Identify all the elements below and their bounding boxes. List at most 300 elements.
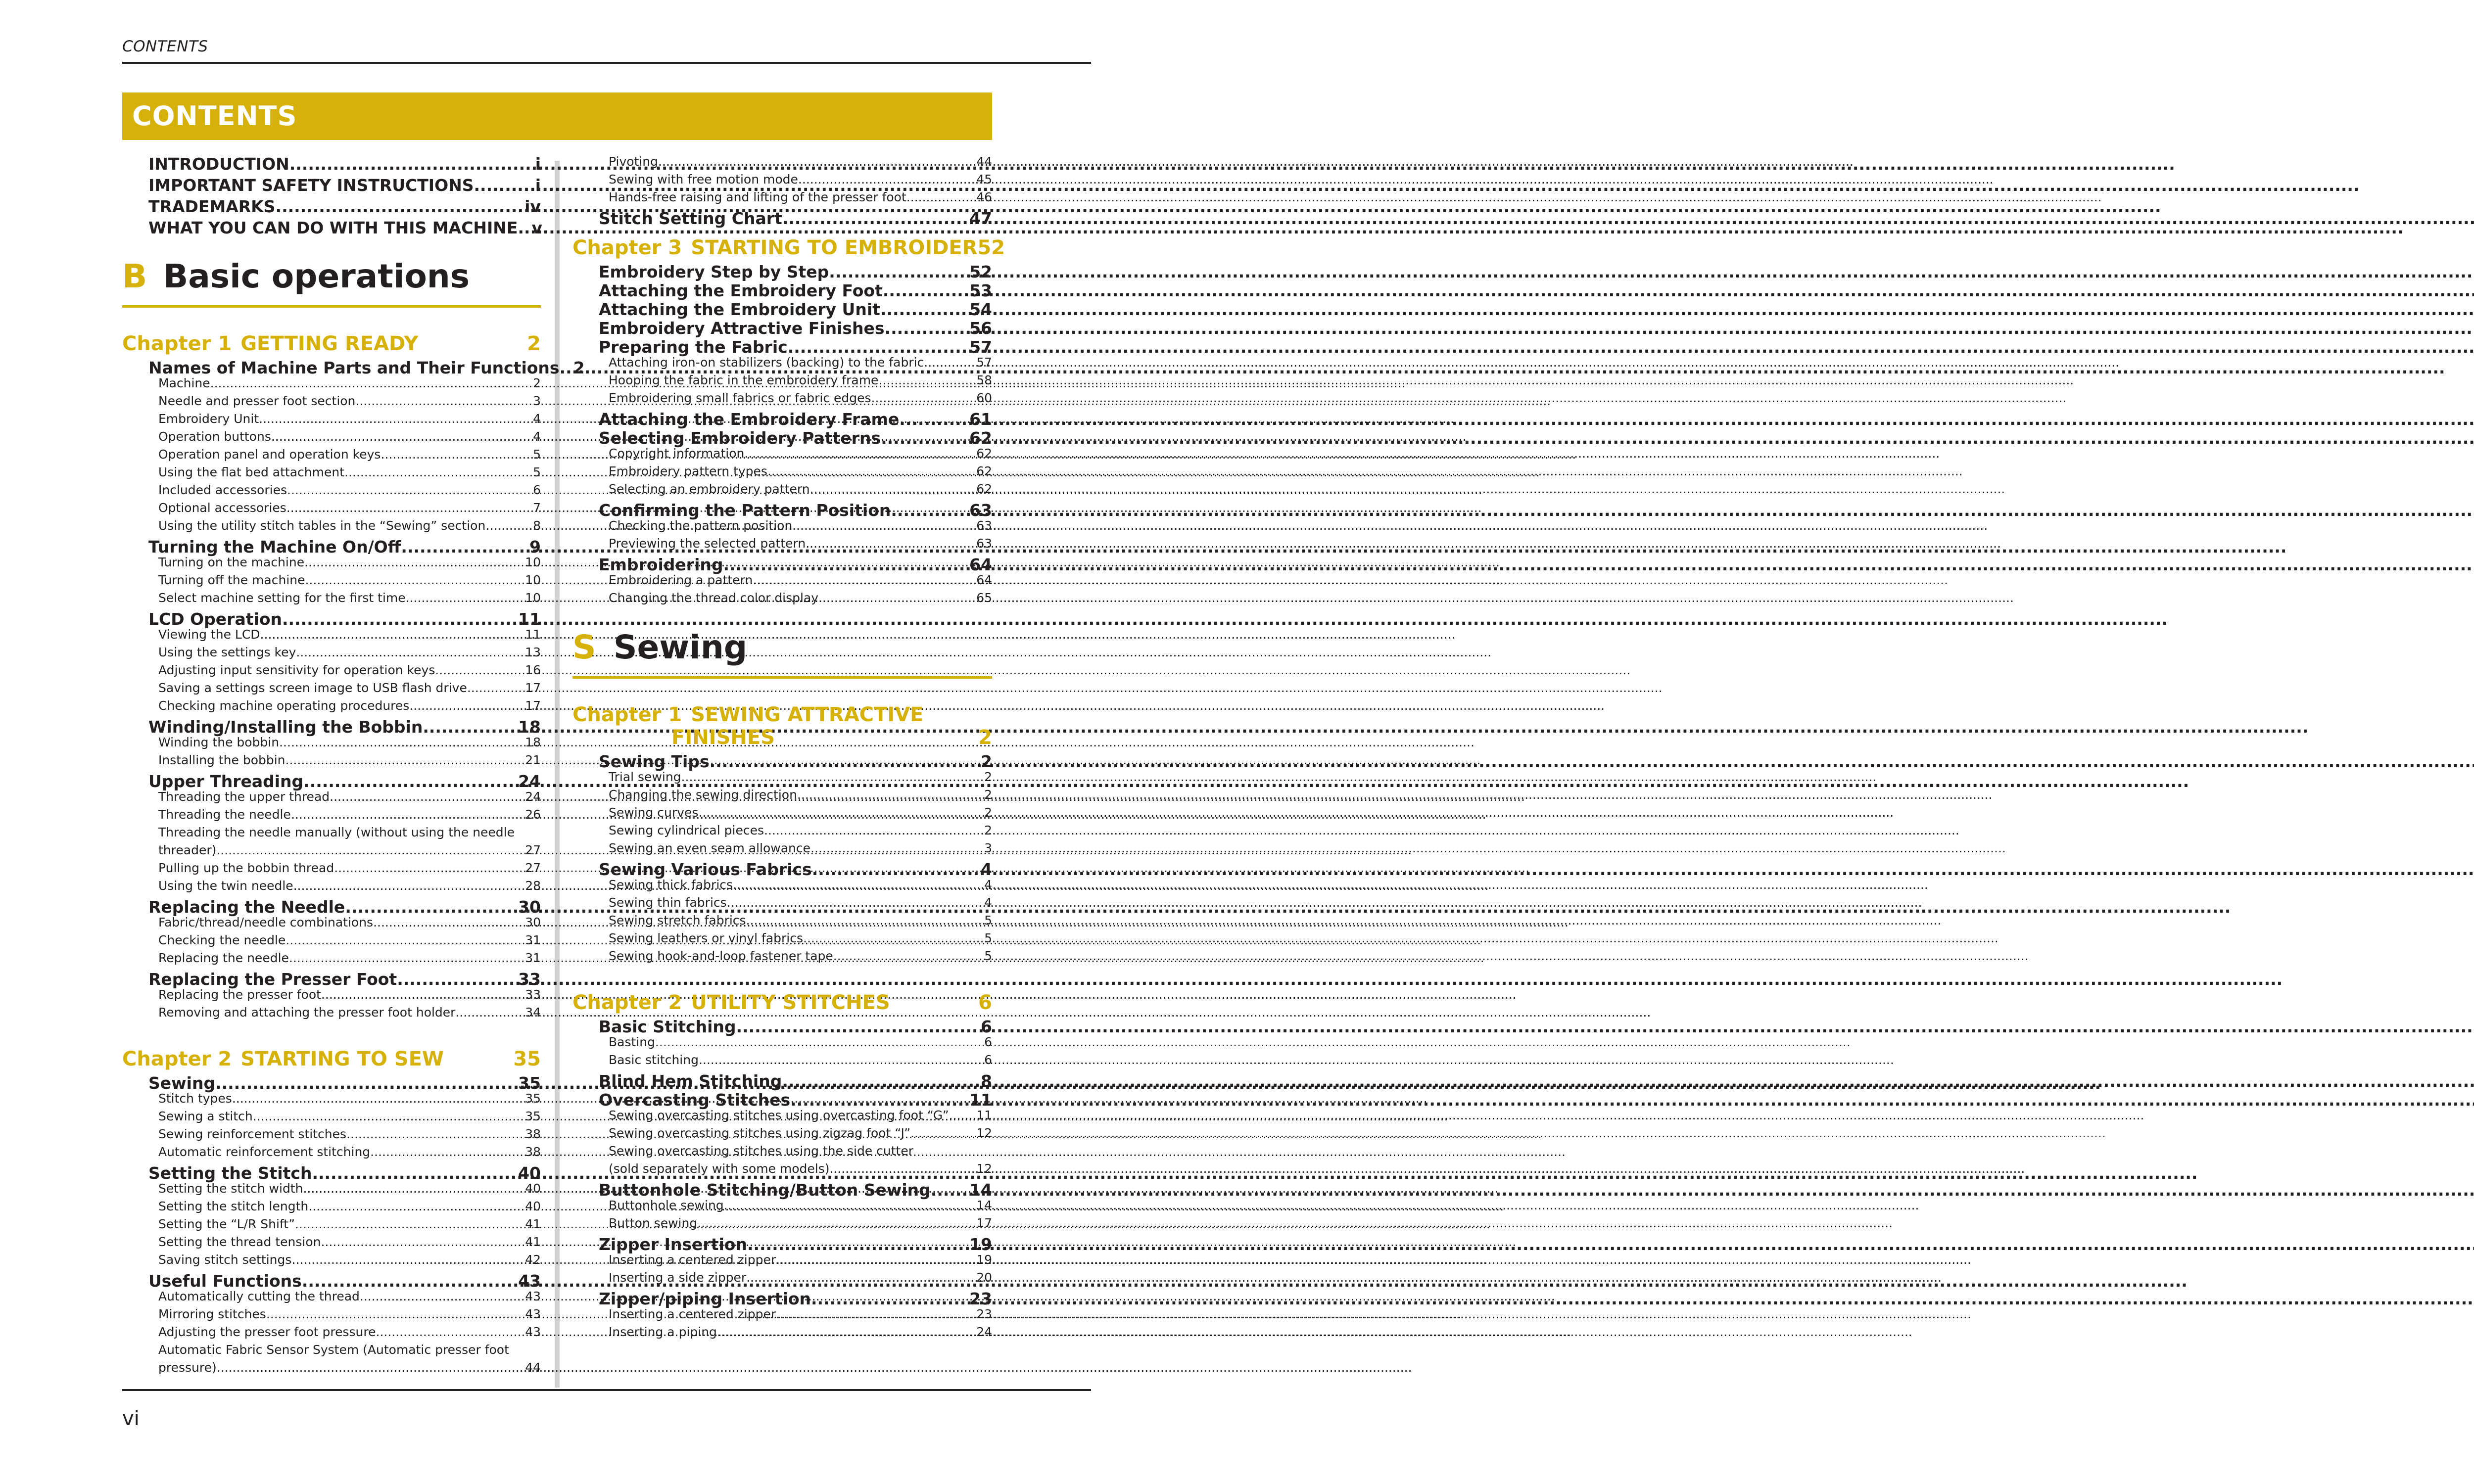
- toc-subentry[interactable]: [122, 465, 541, 483]
- toc-section-page: 40: [518, 1163, 541, 1183]
- toc-subentry[interactable]: [572, 1108, 992, 1126]
- dot-leader: [906, 190, 972, 204]
- toc-subentry-page: 38: [525, 1127, 541, 1141]
- dot-leader: [321, 987, 521, 1002]
- toc-subentry[interactable]: [572, 573, 992, 591]
- toc-section-title: Attaching the Embroidery Unit: [599, 300, 880, 319]
- dot-leader: [518, 218, 527, 237]
- toc-section[interactable]: [572, 555, 992, 573]
- toc-subentry[interactable]: [572, 391, 992, 409]
- toc-section-page: 19: [969, 1235, 992, 1254]
- toc-subentry[interactable]: [572, 355, 992, 373]
- toc-subentry[interactable]: [572, 1216, 992, 1234]
- toc-subentry-page: 4: [533, 412, 541, 426]
- toc-subentry[interactable]: [572, 878, 992, 895]
- toc-subentry-title: Sewing thin fabrics: [609, 895, 727, 910]
- toc-subentry[interactable]: [122, 518, 541, 536]
- chapter-heading[interactable]: [572, 991, 992, 1014]
- toc-subentry-page: 6: [533, 483, 541, 497]
- toc-subentry[interactable]: [122, 1360, 541, 1378]
- toc-subentry[interactable]: [122, 627, 541, 645]
- toc-subentry-title: Threading the needle: [158, 807, 291, 822]
- toc-subentry[interactable]: [122, 483, 541, 501]
- toc-subentry[interactable]: [572, 1252, 992, 1270]
- toc-section[interactable]: [572, 262, 992, 280]
- toc-section-page: 57: [969, 337, 992, 357]
- toc-subentry-title: Sewing hook-and-loop fastener tape: [609, 949, 833, 963]
- toc-section-title: Replacing the Needle: [148, 897, 345, 917]
- dot-leader: [655, 1035, 980, 1049]
- toc-subentry-title: Replacing the needle: [158, 951, 289, 965]
- dot-leader: [776, 1252, 972, 1267]
- toc-section-page: 61: [969, 410, 992, 429]
- toc-subentry[interactable]: [122, 915, 541, 933]
- toc-section[interactable]: [572, 501, 992, 518]
- toc-section-page: 9: [529, 537, 541, 556]
- toc-subentry-title: Sewing with free motion mode: [609, 172, 798, 186]
- toc-subentry-title: Sewing overcasting stitches using zigzag foot “J”: [609, 1126, 911, 1140]
- toc-subentry-page: 65: [976, 591, 992, 605]
- toc-subentry[interactable]: [122, 1109, 541, 1127]
- toc-subentry[interactable]: [122, 753, 541, 771]
- toc-subentry-title: Winding the bobbin: [158, 735, 280, 749]
- toc-subentry-page: 63: [976, 536, 992, 551]
- toc-section-page: 2: [981, 752, 992, 771]
- toc-section[interactable]: [572, 281, 992, 299]
- dot-leader: [296, 645, 521, 659]
- toc-section[interactable]: [572, 1017, 992, 1035]
- toc-subentry[interactable]: [122, 555, 541, 573]
- toc-subentry[interactable]: [122, 1235, 541, 1252]
- toc-section-title: Zipper/piping Insertion: [599, 1289, 811, 1308]
- toc-subentry[interactable]: [122, 698, 541, 716]
- dot-leader: [883, 281, 965, 300]
- dot-leader: [266, 1307, 521, 1321]
- toc-subentry-title: Turning on the machine: [158, 555, 305, 569]
- toc-subentry[interactable]: [122, 394, 541, 412]
- dot-leader: [924, 355, 972, 370]
- dot-leader: [830, 1161, 973, 1176]
- toc-section[interactable]: [122, 537, 541, 555]
- toc-subentry[interactable]: [572, 841, 992, 859]
- toc-subentry-page: 27: [525, 843, 541, 857]
- chapter-heading[interactable]: [122, 332, 541, 355]
- contents-banner: [122, 93, 992, 140]
- dot-leader: [330, 789, 521, 804]
- toc-subentry[interactable]: [572, 482, 992, 500]
- dot-leader: [321, 1235, 521, 1249]
- dot-leader: [302, 1271, 514, 1291]
- toc-subentry[interactable]: [122, 501, 541, 518]
- dot-leader: [423, 717, 514, 737]
- toc-subentry[interactable]: [572, 895, 992, 913]
- toc-subentry-title: Sewing cylindrical pieces: [609, 823, 764, 837]
- toc-subentry-title: Setting the “L/R Shift”: [158, 1217, 295, 1231]
- toc-subentry-title: Setting the stitch width: [158, 1181, 303, 1196]
- toc-section-page: 18: [518, 717, 541, 737]
- toc-subentry-page: 19: [976, 1252, 992, 1267]
- part-title: Sewing: [614, 628, 748, 666]
- toc-section-page: 56: [969, 319, 992, 338]
- toc-section-title: Attaching the Embroidery Frame: [599, 410, 900, 429]
- toc-subentry[interactable]: [122, 987, 541, 1005]
- chapter-heading-line: [572, 726, 992, 749]
- toc-subentry-title: Using the utility stitch tables in the “Sewing” section: [158, 518, 486, 533]
- toc-section[interactable]: [572, 337, 992, 355]
- toc-subentry[interactable]: [122, 933, 541, 951]
- dot-leader: [293, 879, 521, 893]
- toc-subentry-page: 45: [976, 172, 992, 186]
- toc-subentry-page: 5: [533, 465, 541, 479]
- toc-section[interactable]: [572, 300, 992, 318]
- toc-subentry-title: Pulling up the bobbin thread: [158, 861, 334, 875]
- dot-leader: [699, 1053, 980, 1067]
- toc-subentry-title: Mirroring stitches: [158, 1307, 266, 1321]
- toc-subentry[interactable]: [122, 1127, 541, 1145]
- chapter-heading-line: [572, 703, 992, 726]
- part-heading: [122, 257, 541, 308]
- toc-subentry[interactable]: [572, 1126, 992, 1144]
- toc-subentry[interactable]: [122, 1289, 541, 1307]
- running-head: CONTENTS: [122, 38, 208, 55]
- toc-subentry-title: Automatic reinforcement stitching: [158, 1145, 371, 1159]
- toc-subentry-page: 2: [984, 823, 992, 837]
- dot-leader: [878, 373, 972, 387]
- toc-section[interactable]: [572, 1235, 992, 1252]
- dot-leader: [931, 1180, 965, 1200]
- dot-leader: [282, 609, 514, 629]
- toc-subentry-title: Sewing thick fabrics: [609, 878, 733, 892]
- toc-section[interactable]: [122, 970, 541, 987]
- toc-subentry[interactable]: [572, 1270, 992, 1288]
- toc-section-title: Attaching the Embroidery Foot: [599, 281, 883, 300]
- toc-subentry[interactable]: [122, 807, 541, 825]
- dot-leader: [810, 482, 973, 496]
- dot-leader: [287, 483, 529, 497]
- toc-section[interactable]: [572, 1071, 992, 1089]
- toc-section-page: 2: [573, 358, 585, 377]
- toc-section-title: Winding/Installing the Bobbin: [148, 717, 423, 737]
- banner-title: CONTENTS: [132, 100, 297, 132]
- toc-subentry-title: Machine: [158, 376, 210, 390]
- toc-section-title: Setting the Stitch: [148, 1163, 312, 1183]
- chapter-label-group: [122, 1048, 444, 1070]
- toc-subentry[interactable]: [572, 446, 992, 464]
- toc-subentry-page: 41: [525, 1235, 541, 1249]
- toc-subentry[interactable]: [122, 591, 541, 608]
- chapter-label-group: [572, 991, 890, 1014]
- chapter-title: UTILITY STITCHES: [691, 991, 890, 1014]
- chapter-page: 52: [977, 236, 1005, 259]
- toc-subentry[interactable]: [122, 1005, 541, 1023]
- toc-section[interactable]: [572, 752, 992, 770]
- toc-section-title: LCD Operation: [148, 609, 282, 629]
- toc-section[interactable]: [572, 860, 992, 878]
- toc-subentry[interactable]: [572, 1307, 992, 1325]
- toc-subentry[interactable]: [572, 190, 992, 208]
- dot-leader: [681, 770, 981, 784]
- toc-subentry-page: 17: [525, 698, 541, 713]
- toc-section-page: 23: [969, 1289, 992, 1308]
- dot-leader: [776, 1307, 972, 1321]
- toc-subentry[interactable]: [122, 1325, 541, 1343]
- toc-front-matter-page: v: [531, 218, 542, 237]
- toc-section[interactable]: [572, 1289, 992, 1307]
- toc-subentry-page: 5: [984, 913, 992, 928]
- toc-subentry[interactable]: [122, 861, 541, 879]
- dot-leader: [409, 698, 521, 713]
- toc-subentry-page: 17: [525, 681, 541, 695]
- toc-section[interactable]: [572, 209, 992, 227]
- toc-section-title: Embroidering: [599, 555, 723, 574]
- toc-section-title: Turning the Machine On/Off: [148, 537, 401, 556]
- dot-leader: [289, 154, 531, 174]
- toc-front-matter-title: WHAT YOU CAN DO WITH THIS MACHINE: [148, 218, 518, 237]
- toc-section-title: Zipper Insertion: [599, 1235, 747, 1254]
- toc-left-column: [122, 154, 585, 1378]
- dot-leader: [370, 1145, 521, 1159]
- dot-leader: [871, 391, 973, 405]
- toc-section[interactable]: [572, 428, 992, 446]
- toc-section[interactable]: [122, 717, 541, 735]
- toc-subentry[interactable]: [572, 518, 992, 536]
- toc-subentry-page: 44: [976, 154, 992, 169]
- toc-subentry[interactable]: [122, 663, 541, 681]
- toc-subentry-title: Embroidering small fabrics or fabric edges: [609, 391, 871, 405]
- toc-section-title: Stitch Setting Chart: [599, 209, 782, 228]
- toc-subentry[interactable]: [572, 805, 992, 823]
- toc-subentry[interactable]: [122, 1252, 541, 1270]
- toc-subentry-title: (sold separately with some models): [609, 1161, 830, 1176]
- dot-leader: [698, 805, 980, 820]
- toc-subentry-title: Hooping the fabric in the embroidery frame: [609, 373, 879, 387]
- toc-subentry[interactable]: [572, 172, 992, 190]
- dot-leader: [829, 262, 965, 281]
- toc-section[interactable]: [122, 1271, 541, 1289]
- toc-subentry[interactable]: [572, 823, 992, 841]
- toc-subentry[interactable]: [122, 1181, 541, 1199]
- toc-section-title: Selecting Embroidery Patterns: [599, 428, 881, 448]
- toc-subentry-title: Sewing a stitch: [158, 1109, 253, 1123]
- toc-subentry-page: 10: [525, 555, 541, 569]
- dot-leader: [406, 591, 522, 605]
- toc-subentry[interactable]: [122, 789, 541, 807]
- toc-subentry-title: Operation buttons: [158, 429, 271, 444]
- toc-section-title: Replacing the Presser Foot: [148, 970, 397, 989]
- toc-subentry-title: Saving a settings screen image to USB flash drive: [158, 681, 467, 695]
- toc-subentry[interactable]: [572, 373, 992, 391]
- toc-subentry[interactable]: [122, 1199, 541, 1217]
- toc-subentry[interactable]: [572, 591, 992, 608]
- dot-leader: [798, 172, 972, 186]
- toc-subentry[interactable]: [572, 913, 992, 931]
- part-heading: [572, 628, 992, 679]
- toc-subentry-line[interactable]: Threading the needle manually (without using the needle: [158, 825, 515, 839]
- dot-leader: [885, 319, 965, 338]
- toc-subentry-page: 57: [976, 355, 992, 370]
- dot-leader: [833, 949, 980, 963]
- dot-leader: [818, 591, 972, 605]
- toc-subentry[interactable]: [572, 154, 992, 172]
- toc-subentry-title: Trial sewing: [609, 770, 681, 784]
- toc-section[interactable]: [122, 1073, 541, 1091]
- dot-leader: [767, 464, 972, 478]
- toc-subentry-page: 6: [984, 1035, 992, 1049]
- dot-leader: [949, 1108, 973, 1122]
- toc-front-matter-page: i: [535, 154, 541, 174]
- toc-subentry[interactable]: [122, 645, 541, 663]
- toc-subentry-page: 3: [533, 394, 541, 408]
- toc-subentry-page: 40: [525, 1199, 541, 1213]
- toc-section[interactable]: [572, 1090, 992, 1108]
- dot-leader: [747, 1235, 965, 1254]
- toc-subentry-page: 13: [525, 645, 541, 659]
- toc-subentry-title: Basting: [609, 1035, 655, 1049]
- dot-leader: [710, 752, 977, 771]
- toc-subentry[interactable]: [122, 412, 541, 429]
- toc-subentry-page: 41: [525, 1217, 541, 1231]
- toc-subentry-page: 42: [525, 1252, 541, 1267]
- dot-leader: [346, 1127, 521, 1141]
- toc-subentry[interactable]: [122, 1145, 541, 1162]
- toc-section[interactable]: [122, 772, 541, 789]
- toc-subentry-title: Fabric/thread/needle combinations: [158, 915, 374, 929]
- toc-subentry[interactable]: [572, 931, 992, 949]
- dot-leader: [360, 1289, 521, 1303]
- toc-subentry-line[interactable]: Sewing overcasting stitches using the side cutter: [609, 1144, 913, 1158]
- toc-subentry-page: 38: [525, 1145, 541, 1159]
- toc-front-matter-title: TRADEMARKS: [148, 197, 276, 216]
- toc-subentry-page: 11: [525, 627, 541, 642]
- toc-subentry-page: 30: [525, 915, 541, 929]
- toc-subentry[interactable]: [122, 951, 541, 969]
- dot-leader: [286, 501, 529, 515]
- toc-section[interactable]: [572, 410, 992, 427]
- toc-section[interactable]: [122, 897, 541, 915]
- toc-subentry-page: 20: [976, 1270, 992, 1285]
- toc-subentry[interactable]: [122, 429, 541, 447]
- toc-subentry-title: Using the twin needle: [158, 879, 293, 893]
- chapter-title: STARTING TO EMBROIDER: [691, 236, 978, 259]
- toc-section-title: Names of Machine Parts and Their Functions: [148, 358, 560, 377]
- toc-section-title: Buttonhole Stitching/Button Sewing: [599, 1180, 931, 1200]
- toc-subentry-title: Sewing leathers or vinyl fabrics: [609, 931, 804, 945]
- toc-subentry[interactable]: [122, 843, 541, 861]
- toc-subentry-page: 63: [976, 518, 992, 533]
- toc-subentry-page: 44: [525, 1360, 541, 1375]
- toc-subentry-page: 4: [533, 429, 541, 444]
- toc-subentry-title: Removing and attaching the presser foot holder: [158, 1005, 456, 1020]
- toc-section[interactable]: [122, 358, 585, 377]
- toc-subentry[interactable]: [572, 1198, 992, 1216]
- toc-subentry[interactable]: [122, 376, 541, 394]
- toc-section[interactable]: [572, 1180, 992, 1198]
- dot-leader: [259, 412, 529, 426]
- toc-subentry-page: 31: [525, 951, 541, 965]
- toc-subentry-page: 62: [976, 446, 992, 461]
- dot-leader: [723, 555, 966, 574]
- toc-subentry-page: 5: [984, 931, 992, 945]
- toc-subentry[interactable]: [122, 1217, 541, 1235]
- toc-section-page: 35: [518, 1073, 541, 1093]
- toc-section-page: 52: [969, 262, 992, 281]
- toc-subentry[interactable]: [572, 464, 992, 482]
- dot-leader: [811, 1289, 965, 1308]
- toc-subentry-page: 12: [976, 1126, 992, 1140]
- toc-subentry[interactable]: [572, 770, 992, 788]
- toc-subentry-page: 5: [533, 447, 541, 462]
- chapter-heading[interactable]: [122, 1048, 541, 1070]
- toc-subentry[interactable]: [572, 536, 992, 554]
- toc-subentry-title: Included accessories: [158, 483, 287, 497]
- toc-subentry[interactable]: [122, 447, 541, 465]
- toc-subentry-page: 10: [525, 591, 541, 605]
- toc-subentry-page: 40: [525, 1181, 541, 1196]
- toc-subentry[interactable]: [122, 1307, 541, 1325]
- toc-front-matter-title: INTRODUCTION: [148, 154, 289, 174]
- chapter-heading[interactable]: [572, 703, 992, 749]
- dot-leader: [291, 1252, 521, 1267]
- toc-subentry-title: Automatically cutting the thread: [158, 1289, 360, 1303]
- toc-section[interactable]: [572, 319, 992, 336]
- dot-leader: [658, 154, 972, 169]
- toc-subentry-page: 4: [984, 895, 992, 910]
- toc-section[interactable]: [122, 609, 541, 627]
- chapter-heading[interactable]: [572, 236, 1005, 259]
- toc-subentry-title: Pivoting: [609, 154, 659, 169]
- toc-subentry[interactable]: [572, 1035, 992, 1053]
- toc-front-matter[interactable]: [122, 197, 541, 218]
- toc-subentry[interactable]: [122, 735, 541, 753]
- toc-front-matter[interactable]: [122, 154, 541, 176]
- toc-section-page: 62: [969, 428, 992, 448]
- toc-section-page: 30: [518, 897, 541, 917]
- toc-subentry[interactable]: [122, 573, 541, 591]
- toc-subentry[interactable]: [572, 949, 992, 967]
- chapter-page: 2: [527, 332, 541, 355]
- dot-leader: [344, 465, 529, 479]
- toc-subentry[interactable]: [122, 681, 541, 698]
- chapter-title: GETTING READY: [240, 332, 419, 355]
- toc-subentry-title: Replacing the presser foot: [158, 987, 321, 1002]
- toc-section[interactable]: [122, 1163, 541, 1181]
- dot-leader: [891, 501, 965, 520]
- part-letter: B: [122, 257, 147, 295]
- toc-subentry-page: 27: [525, 861, 541, 875]
- chapter-page: 6: [978, 991, 992, 1014]
- toc-subentry[interactable]: [122, 1091, 541, 1109]
- toc-front-matter[interactable]: [122, 218, 541, 239]
- toc-section-page: 53: [969, 281, 992, 300]
- toc-subentry-page: 4: [984, 878, 992, 892]
- toc-subentry-page: 2: [984, 805, 992, 820]
- toc-subentry-line[interactable]: Automatic Fabric Sensor System (Automatic presser foot: [158, 1343, 509, 1357]
- toc-subentry-page: 14: [976, 1198, 992, 1212]
- dot-leader: [303, 1181, 521, 1196]
- toc-subentry-title: Threading the upper thread: [158, 789, 330, 804]
- toc-subentry[interactable]: [122, 879, 541, 896]
- toc-subentry-title: Copyright information: [609, 446, 745, 461]
- toc-subentry[interactable]: [572, 788, 992, 805]
- toc-subentry[interactable]: [572, 1325, 992, 1343]
- toc-subentry-title: Adjusting the presser foot pressure: [158, 1325, 376, 1339]
- dot-leader: [812, 860, 977, 879]
- toc-front-matter[interactable]: [122, 176, 541, 197]
- dot-leader: [276, 197, 521, 216]
- toc-subentry[interactable]: [572, 1053, 992, 1070]
- dot-leader: [260, 627, 522, 642]
- toc-subentry[interactable]: [572, 1161, 992, 1179]
